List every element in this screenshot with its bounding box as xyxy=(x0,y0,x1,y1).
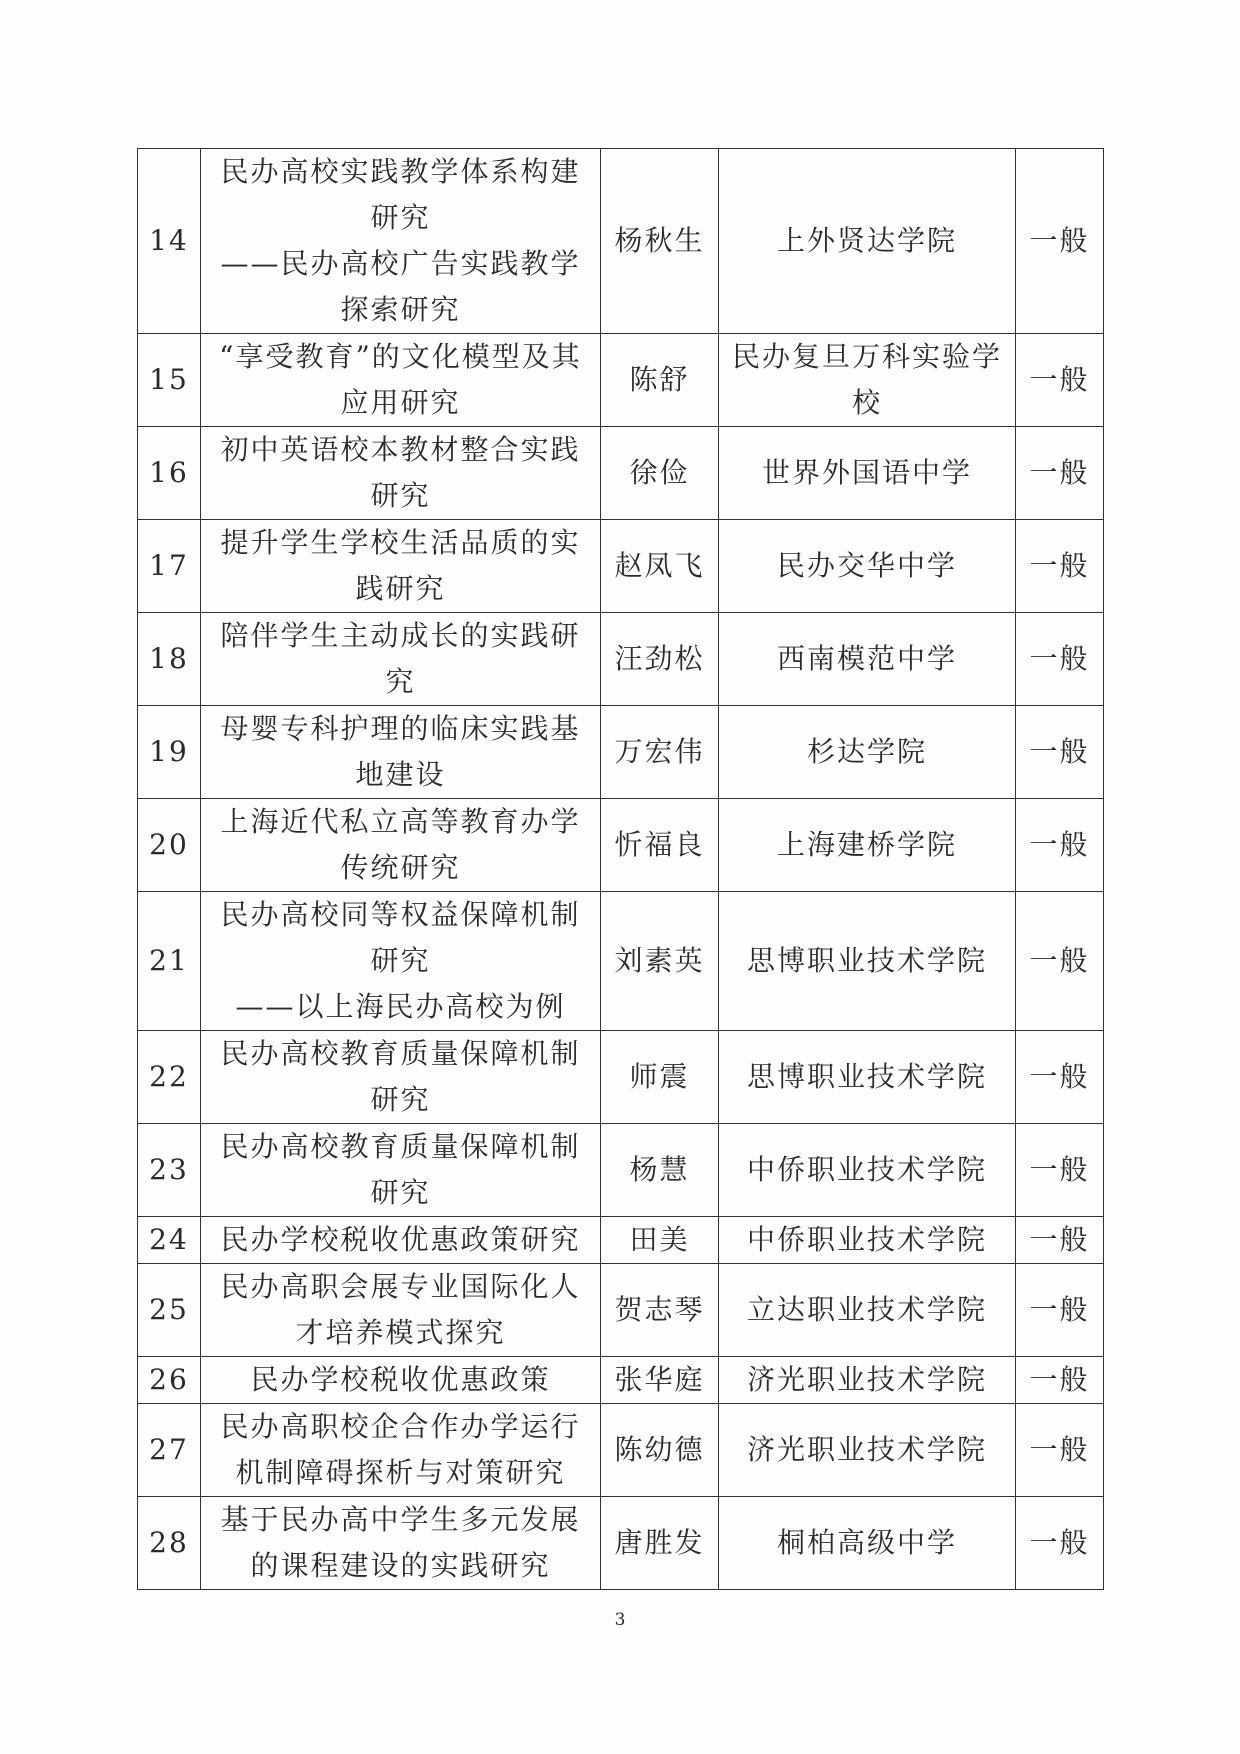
table-row xyxy=(138,1497,1104,1590)
table-body xyxy=(138,149,1104,1590)
project-title-line: 探索研究 xyxy=(340,293,461,326)
row-number: 19 xyxy=(138,706,201,799)
project-title-line: 究 xyxy=(385,665,416,698)
project-title-cell xyxy=(201,706,601,799)
project-title-line: 地建设 xyxy=(355,758,446,791)
project-leader: 赵凤飞 xyxy=(601,520,719,613)
project-title-line: 民办高校教育质量保障机制 xyxy=(220,1037,581,1070)
organization-line: 西南模范中学 xyxy=(776,642,957,675)
project-title-line: 研究 xyxy=(370,1176,431,1209)
organization-line: 中侨职业技术学院 xyxy=(746,1223,987,1256)
project-title-line: 民办高职会展专业国际化人 xyxy=(220,1270,581,1303)
project-level: 一般 xyxy=(1016,1404,1104,1497)
project-title-line: 民办高校教育质量保障机制 xyxy=(220,1130,581,1163)
row-number: 18 xyxy=(138,613,201,706)
row-number: 26 xyxy=(138,1357,201,1404)
table-row xyxy=(138,1031,1104,1124)
organization-line: 立达职业技术学院 xyxy=(746,1293,987,1326)
project-level: 一般 xyxy=(1016,892,1104,1031)
table-row xyxy=(138,1357,1104,1404)
project-title-cell xyxy=(201,1497,601,1590)
table-row xyxy=(138,149,1104,334)
organization-line: 上海建桥学院 xyxy=(776,828,957,861)
project-level: 一般 xyxy=(1016,1124,1104,1217)
table-row xyxy=(138,1124,1104,1217)
project-title-cell xyxy=(201,520,601,613)
organization-cell xyxy=(719,1124,1016,1217)
project-title-line: 初中英语校本教材整合实践 xyxy=(220,433,581,466)
row-number: 25 xyxy=(138,1264,201,1357)
table-row xyxy=(138,334,1104,427)
project-leader: 陈幼德 xyxy=(601,1404,719,1497)
project-title-line: 民办学校税收优惠政策 xyxy=(250,1363,551,1396)
project-title-line: 研究 xyxy=(370,944,431,977)
project-title-line: 提升学生学校生活品质的实 xyxy=(220,526,581,559)
project-leader: 陈舒 xyxy=(601,334,719,427)
project-title-cell xyxy=(201,1357,601,1404)
table-row xyxy=(138,1217,1104,1264)
project-title-line: ——以上海民办高校为例 xyxy=(235,990,566,1023)
organization-line: 济光职业技术学院 xyxy=(746,1363,987,1396)
row-number: 23 xyxy=(138,1124,201,1217)
organization-line: 桐柏高级中学 xyxy=(776,1526,957,1559)
table-row xyxy=(138,1404,1104,1497)
project-level: 一般 xyxy=(1016,1217,1104,1264)
project-title-line: 上海近代私立高等教育办学 xyxy=(220,805,581,838)
project-title-line: 母婴专科护理的临床实践基 xyxy=(220,712,581,745)
organization-line: 上外贤达学院 xyxy=(776,224,957,257)
table-row xyxy=(138,613,1104,706)
project-title-line: 陪伴学生主动成长的实践研 xyxy=(220,619,581,652)
organization-line: 杉达学院 xyxy=(806,735,927,768)
organization-cell xyxy=(719,1031,1016,1124)
organization-cell xyxy=(719,613,1016,706)
organization-cell xyxy=(719,892,1016,1031)
project-title-line: 才培养模式探究 xyxy=(295,1316,506,1349)
project-level: 一般 xyxy=(1016,149,1104,334)
project-title-line: 研究 xyxy=(370,479,431,512)
table-row xyxy=(138,706,1104,799)
organization-cell xyxy=(719,706,1016,799)
project-leader: 万宏伟 xyxy=(601,706,719,799)
project-level: 一般 xyxy=(1016,799,1104,892)
row-number: 28 xyxy=(138,1497,201,1590)
project-leader: 唐胜发 xyxy=(601,1497,719,1590)
organization-line: 思博职业技术学院 xyxy=(746,1060,987,1093)
project-title-line: 践研究 xyxy=(355,572,446,605)
project-title-line: 基于民办高中学生多元发展 xyxy=(220,1503,581,1536)
project-level: 一般 xyxy=(1016,1031,1104,1124)
project-leader: 汪劲松 xyxy=(601,613,719,706)
table-row xyxy=(138,427,1104,520)
project-leader: 贺志琴 xyxy=(601,1264,719,1357)
organization-cell xyxy=(719,1404,1016,1497)
organization-line: 校 xyxy=(851,386,882,419)
project-title-line: 民办学校税收优惠政策研究 xyxy=(220,1223,581,1256)
organization-line: 中侨职业技术学院 xyxy=(746,1153,987,1186)
table-row xyxy=(138,1264,1104,1357)
project-title-line: 的课程建设的实践研究 xyxy=(250,1549,551,1582)
project-leader: 杨慧 xyxy=(601,1124,719,1217)
row-number: 15 xyxy=(138,334,201,427)
organization-line: 思博职业技术学院 xyxy=(746,944,987,977)
project-table xyxy=(137,148,1104,1590)
project-title-cell xyxy=(201,1124,601,1217)
project-title-cell xyxy=(201,1217,601,1264)
row-number: 17 xyxy=(138,520,201,613)
organization-line: 民办复旦万科实验学 xyxy=(731,340,1002,373)
organization-cell xyxy=(719,799,1016,892)
project-leader: 张华庭 xyxy=(601,1357,719,1404)
project-leader: 忻福良 xyxy=(601,799,719,892)
project-title-cell xyxy=(201,427,601,520)
project-leader: 师震 xyxy=(601,1031,719,1124)
project-title-line: 机制障碍探析与对策研究 xyxy=(235,1456,566,1489)
project-title-line: 研究 xyxy=(370,1083,431,1116)
row-number: 20 xyxy=(138,799,201,892)
organization-cell xyxy=(719,520,1016,613)
organization-cell xyxy=(719,1264,1016,1357)
organization-cell xyxy=(719,149,1016,334)
project-title-cell xyxy=(201,1264,601,1357)
project-leader: 徐俭 xyxy=(601,427,719,520)
row-number: 21 xyxy=(138,892,201,1031)
project-title-line: 民办高职校企合作办学运行 xyxy=(220,1410,581,1443)
project-title-cell xyxy=(201,334,601,427)
organization-cell xyxy=(719,1357,1016,1404)
project-title-line: 研究 xyxy=(370,201,431,234)
organization-line: 世界外国语中学 xyxy=(761,456,972,489)
table-row xyxy=(138,520,1104,613)
organization-line: 济光职业技术学院 xyxy=(746,1433,987,1466)
project-title-line: 传统研究 xyxy=(340,851,461,884)
organization-cell xyxy=(719,1217,1016,1264)
project-title-cell xyxy=(201,1404,601,1497)
organization-cell xyxy=(719,1497,1016,1590)
project-title-line: ——民办高校广告实践教学 xyxy=(220,247,581,280)
project-title-cell xyxy=(201,613,601,706)
organization-line: 民办交华中学 xyxy=(776,549,957,582)
table-row xyxy=(138,892,1104,1031)
project-level: 一般 xyxy=(1016,520,1104,613)
project-title-cell xyxy=(201,1031,601,1124)
project-level: 一般 xyxy=(1016,706,1104,799)
project-level: 一般 xyxy=(1016,1264,1104,1357)
project-title-line: 民办高校同等权益保障机制 xyxy=(220,898,581,931)
organization-cell xyxy=(719,334,1016,427)
project-title-line: “享受教育”的文化模型及其 xyxy=(219,340,582,373)
project-level: 一般 xyxy=(1016,1497,1104,1590)
project-title-cell xyxy=(201,149,601,334)
organization-cell xyxy=(719,427,1016,520)
project-title-cell xyxy=(201,799,601,892)
project-level: 一般 xyxy=(1016,1357,1104,1404)
project-title-cell xyxy=(201,892,601,1031)
project-leader: 杨秋生 xyxy=(601,149,719,334)
row-number: 14 xyxy=(138,149,201,334)
project-level: 一般 xyxy=(1016,613,1104,706)
project-title-line: 民办高校实践教学体系构建 xyxy=(220,155,581,188)
project-leader: 刘素英 xyxy=(601,892,719,1031)
row-number: 24 xyxy=(138,1217,201,1264)
row-number: 27 xyxy=(138,1404,201,1497)
page-number: 3 xyxy=(614,1610,626,1630)
table-row xyxy=(138,799,1104,892)
project-level: 一般 xyxy=(1016,334,1104,427)
project-level: 一般 xyxy=(1016,427,1104,520)
row-number: 16 xyxy=(138,427,201,520)
row-number: 22 xyxy=(138,1031,201,1124)
project-leader: 田美 xyxy=(601,1217,719,1264)
project-title-line: 应用研究 xyxy=(340,386,461,419)
